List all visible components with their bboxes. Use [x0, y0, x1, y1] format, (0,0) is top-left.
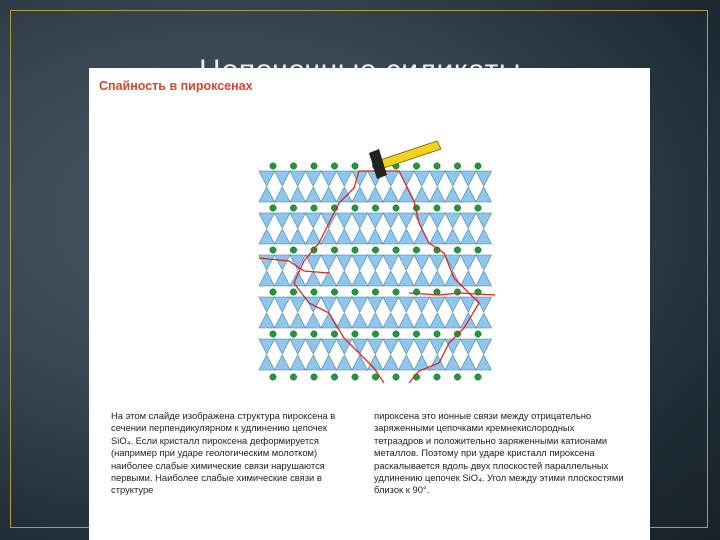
cation-dot	[475, 331, 481, 337]
cation-dot	[290, 247, 296, 253]
cation-dot	[311, 205, 317, 211]
cation-dot	[413, 247, 419, 253]
tetrahedron-shape	[306, 339, 322, 354]
tetrahedron-shape	[383, 339, 399, 354]
tetrahedron-shape	[259, 255, 275, 270]
tetrahedron-shape	[399, 355, 415, 370]
tetrahedron-shape	[259, 355, 275, 370]
tetrahedron-shape	[414, 213, 430, 228]
tetrahedron-shape	[430, 171, 446, 186]
cation-dot	[372, 205, 378, 211]
cation-dot	[434, 331, 440, 337]
tetrahedron-shape	[337, 271, 353, 286]
tetrahedron-shape	[476, 187, 492, 202]
cation-dot	[352, 163, 358, 169]
tetrahedron-shape	[290, 297, 306, 312]
tetrahedron-shape	[337, 313, 353, 328]
cation-dot	[331, 247, 337, 253]
tetrahedron-shape	[337, 213, 353, 228]
content-card	[89, 68, 650, 540]
tetrahedron-shape	[461, 297, 477, 312]
cation-dot	[311, 289, 317, 295]
tetrahedron-shape	[275, 171, 291, 186]
tetrahedron-shape	[399, 339, 415, 354]
tetrahedron-shape	[275, 297, 291, 312]
tetrahedron-shape	[337, 229, 353, 244]
tetrahedron-shape	[383, 297, 399, 312]
cation-dot	[372, 247, 378, 253]
tetrahedron-shape	[476, 339, 492, 354]
tetrahedron-shape	[414, 271, 430, 286]
cation-dot	[393, 331, 399, 337]
tetrahedron-shape	[368, 355, 384, 370]
cation-dot	[290, 289, 296, 295]
cation-dot	[352, 289, 358, 295]
cation-dot	[372, 289, 378, 295]
tetrahedron-shape	[321, 187, 337, 202]
tetrahedron-shape	[368, 339, 384, 354]
tetrahedron-shape	[461, 339, 477, 354]
tetrahedron-shape	[352, 313, 368, 328]
slide-title	[0, 50, 720, 70]
tetrahedron-shape	[430, 271, 446, 286]
tetrahedron-shape	[275, 213, 291, 228]
tetrahedron-shape	[275, 255, 291, 270]
tetrahedron-shape	[259, 313, 275, 328]
cation-dot	[331, 163, 337, 169]
tetrahedron-shape	[306, 313, 322, 328]
tetrahedron-shape	[476, 171, 492, 186]
cation-dot	[352, 205, 358, 211]
tetrahedron-shape	[259, 171, 275, 186]
tetrahedron-shape	[430, 213, 446, 228]
cation-dot	[434, 374, 440, 380]
cation-dot	[352, 374, 358, 380]
tetrahedron-shape	[383, 271, 399, 286]
tetrahedron-shape	[321, 255, 337, 270]
cleavage-line	[409, 293, 495, 295]
tetrahedron-shape	[383, 187, 399, 202]
tetrahedron-shape	[259, 187, 275, 202]
tetrahedron-shape	[259, 271, 275, 286]
cation-dot	[270, 331, 276, 337]
tetrahedron-shape	[337, 187, 353, 202]
cation-dot	[454, 247, 460, 253]
cation-dot	[454, 374, 460, 380]
tetrahedron-shape	[306, 271, 322, 286]
cation-dot	[311, 374, 317, 380]
tetrahedron-shape	[321, 213, 337, 228]
cation-dot	[270, 374, 276, 380]
tetrahedron-shape	[476, 355, 492, 370]
caption-left-text: На этом слайде изображена структура пироксена в сечении перпендикулярном к удлинению цепочек SiO₄. Если кристалл пироксена деформируется (например при ударе геологическим молотком) наиболее слабые химические связи нарушаются первыми. Наиболее слабые химические связи в структуре	[111, 410, 336, 496]
tetrahedron-shape	[306, 187, 322, 202]
cation-dot	[434, 163, 440, 169]
tetrahedron-shape	[399, 313, 415, 328]
tetrahedron-shape	[352, 187, 368, 202]
cation-dot	[393, 205, 399, 211]
tetrahedron-shape	[337, 171, 353, 186]
tetrahedron-shape	[368, 255, 384, 270]
tetrahedron-shape	[368, 271, 384, 286]
cation-dot	[454, 163, 460, 169]
tetrahedron-shape	[430, 339, 446, 354]
tetrahedron-shape	[368, 229, 384, 244]
tetrahedron-shape	[290, 355, 306, 370]
tetrahedron-shape	[368, 213, 384, 228]
tetrahedron-shape	[321, 229, 337, 244]
tetrahedron-shape	[399, 297, 415, 312]
cation-dot	[413, 331, 419, 337]
tetrahedron-shape	[461, 271, 477, 286]
cation-dot	[434, 205, 440, 211]
tetrahedron-shape	[476, 213, 492, 228]
tetrahedron-shape	[352, 297, 368, 312]
tetrahedron-shape	[461, 355, 477, 370]
tetrahedron-shape	[337, 339, 353, 354]
cation-dot	[270, 205, 276, 211]
tetrahedron-shape	[352, 271, 368, 286]
tetrahedron-shape	[476, 313, 492, 328]
tetrahedron-shape	[352, 355, 368, 370]
cation-dot	[352, 247, 358, 253]
tetrahedron-shape	[430, 187, 446, 202]
tetrahedron-shape	[321, 339, 337, 354]
tetrahedron-shape	[414, 255, 430, 270]
tetrahedron-shape	[399, 255, 415, 270]
tetrahedron-shape	[290, 171, 306, 186]
tetrahedron-shape	[259, 339, 275, 354]
tetrahedron-shape	[461, 213, 477, 228]
tetrahedron-shape	[383, 255, 399, 270]
tetrahedron-shape	[476, 229, 492, 244]
cation-dot	[352, 331, 358, 337]
tetrahedron-shape	[337, 355, 353, 370]
card-heading: Спайность в пироксенах	[99, 79, 253, 93]
cation-dot	[290, 205, 296, 211]
tetrahedron-shape	[414, 171, 430, 186]
tetrahedron-shape	[383, 229, 399, 244]
tetrahedron-shape	[290, 229, 306, 244]
tetrahedron-shape	[414, 339, 430, 354]
cation-dot	[331, 374, 337, 380]
tetrahedron-shape	[445, 355, 461, 370]
tetrahedron-shape	[306, 171, 322, 186]
cation-dot	[290, 163, 296, 169]
tetrahedra-layer	[259, 171, 492, 370]
tetrahedron-shape	[461, 171, 477, 186]
cation-dot	[475, 247, 481, 253]
tetrahedron-shape	[290, 187, 306, 202]
tetrahedron-shape	[383, 355, 399, 370]
tetrahedron-shape	[352, 213, 368, 228]
tetrahedron-shape	[476, 255, 492, 270]
tetrahedron-shape	[430, 355, 446, 370]
tetrahedron-shape	[399, 271, 415, 286]
cation-dot	[393, 247, 399, 253]
tetrahedron-shape	[352, 339, 368, 354]
tetrahedron-shape	[461, 229, 477, 244]
tetrahedron-shape	[383, 213, 399, 228]
tetrahedron-shape	[476, 271, 492, 286]
cation-dot	[475, 205, 481, 211]
tetrahedron-shape	[275, 229, 291, 244]
cation-dot	[331, 331, 337, 337]
tetrahedron-shape	[430, 229, 446, 244]
tetrahedron-shape	[275, 271, 291, 286]
tetrahedron-shape	[430, 255, 446, 270]
tetrahedron-shape	[445, 229, 461, 244]
tetrahedron-shape	[430, 297, 446, 312]
cation-dot	[331, 289, 337, 295]
tetrahedron-shape	[399, 213, 415, 228]
tetrahedron-shape	[461, 187, 477, 202]
tetrahedron-shape	[306, 213, 322, 228]
pyroxene-structure-diagram	[259, 143, 495, 388]
tetrahedron-shape	[290, 213, 306, 228]
tetrahedron-shape	[445, 297, 461, 312]
tetrahedron-shape	[445, 187, 461, 202]
tetrahedron-shape	[414, 229, 430, 244]
caption-right-text: пироксена это ионные связи между отрицательно заряженными цепочками кремнекислородных тетраэдров и положительно заряженными катионами металлов. Поэтому при ударе кристалл пироксена раскалывается вдоль двух плоскостей параллельных удлинению цепочек SiO₄. Угол между этими плоскостями близок к 90°.	[374, 410, 624, 496]
tetrahedron-shape	[368, 297, 384, 312]
cation-dot	[311, 163, 317, 169]
tetrahedron-shape	[337, 297, 353, 312]
tetrahedron-shape	[399, 229, 415, 244]
cation-dot	[372, 331, 378, 337]
cation-dot	[270, 163, 276, 169]
caption-right	[374, 410, 624, 497]
tetrahedron-shape	[290, 339, 306, 354]
tetrahedron-shape	[445, 171, 461, 186]
tetrahedron-shape	[259, 297, 275, 312]
tetrahedron-shape	[352, 171, 368, 186]
tetrahedron-shape	[352, 229, 368, 244]
tetrahedron-shape	[321, 355, 337, 370]
tetrahedron-shape	[383, 313, 399, 328]
cation-dot	[311, 331, 317, 337]
tetrahedron-shape	[368, 313, 384, 328]
tetrahedron-shape	[461, 255, 477, 270]
cation-dot	[475, 163, 481, 169]
tetrahedron-shape	[290, 313, 306, 328]
tetrahedron-shape	[306, 229, 322, 244]
cation-dot	[454, 289, 460, 295]
tetrahedron-shape	[321, 171, 337, 186]
cation-dot	[290, 331, 296, 337]
cleavage-line	[294, 171, 384, 383]
tetrahedron-shape	[399, 187, 415, 202]
tetrahedron-shape	[414, 187, 430, 202]
tetrahedron-shape	[414, 297, 430, 312]
cation-dot	[270, 247, 276, 253]
tetrahedron-shape	[306, 355, 322, 370]
caption-left	[111, 410, 349, 497]
tetrahedron-shape	[368, 187, 384, 202]
tetrahedron-shape	[414, 313, 430, 328]
tetrahedron-shape	[352, 255, 368, 270]
tetrahedron-shape	[445, 213, 461, 228]
tetrahedron-shape	[275, 339, 291, 354]
tetrahedron-shape	[275, 313, 291, 328]
cation-dot	[290, 374, 296, 380]
cation-dot	[475, 374, 481, 380]
cation-dot	[454, 205, 460, 211]
tetrahedron-shape	[259, 213, 275, 228]
tetrahedron-shape	[259, 229, 275, 244]
cation-dot	[270, 289, 276, 295]
tetrahedron-shape	[275, 355, 291, 370]
tetrahedron-shape	[430, 313, 446, 328]
tetrahedron-shape	[337, 255, 353, 270]
cation-dot	[393, 374, 399, 380]
tetrahedron-shape	[275, 187, 291, 202]
hammer-handle	[377, 141, 441, 169]
tetrahedron-shape	[445, 313, 461, 328]
cation-dot	[413, 163, 419, 169]
cation-dot	[393, 289, 399, 295]
